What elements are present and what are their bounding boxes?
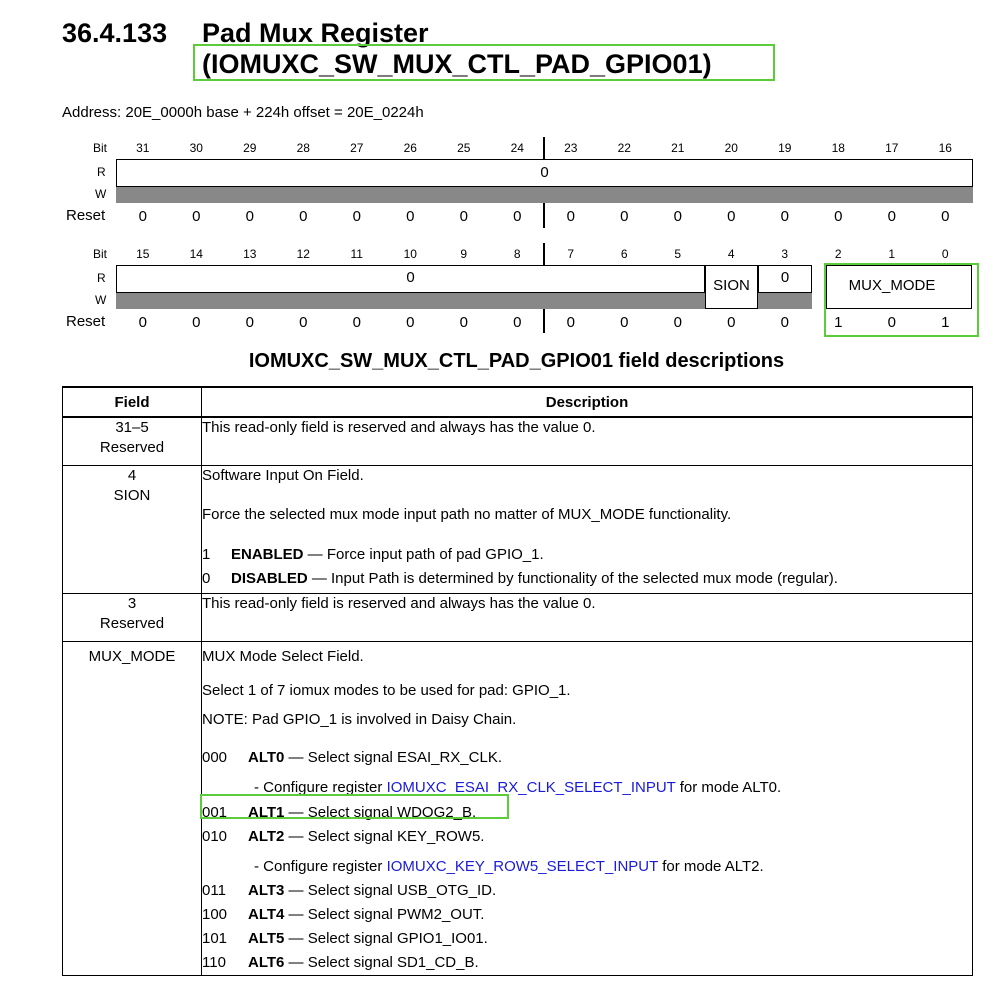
bit-number: 11 bbox=[350, 247, 363, 261]
register-name-title: (IOMUXC_SW_MUX_CTL_PAD_GPIO01) bbox=[202, 49, 712, 79]
option-code: 0 bbox=[202, 569, 211, 587]
table-header-row bbox=[63, 387, 973, 417]
highlight-alt1-box bbox=[200, 794, 509, 819]
mode-text: — Select signal WDOG2_B. bbox=[284, 803, 477, 821]
highlight-title-box bbox=[193, 44, 775, 81]
bit3-value: 0 bbox=[780, 269, 790, 286]
reset-value: 0 bbox=[245, 314, 254, 331]
reset-value: 0 bbox=[245, 208, 254, 225]
key-row5-select-input-link[interactable]: IOMUXC_KEY_ROW5_SELECT_INPUT bbox=[386, 857, 659, 875]
bit-number: 13 bbox=[243, 247, 257, 261]
field-cell bbox=[63, 417, 202, 465]
reset-value: 0 bbox=[406, 314, 415, 331]
mode-alt2 bbox=[202, 825, 972, 849]
reset-value: 0 bbox=[620, 314, 629, 331]
reset-label: Reset bbox=[66, 207, 106, 224]
bit-number: 2 bbox=[834, 247, 842, 261]
option-text: — Input Path is determined by functionality of the selected mux mode (regular). bbox=[307, 569, 838, 587]
table-row bbox=[63, 593, 973, 641]
field-cell bbox=[63, 641, 202, 975]
description-cell bbox=[202, 593, 973, 641]
bit-number: 15 bbox=[136, 247, 150, 261]
reset-value: 0 bbox=[941, 208, 950, 225]
bit-number: 22 bbox=[617, 141, 631, 155]
field-name: Reserved bbox=[99, 614, 165, 632]
description-text: Select 1 of 7 iomux modes to be used for pad: GPIO_1. bbox=[202, 681, 571, 699]
mode-name: ALT6 bbox=[248, 953, 285, 971]
option-name: ENABLED bbox=[231, 545, 304, 563]
field-bits: 31–5 bbox=[115, 419, 149, 436]
mode-name: ALT4 bbox=[248, 905, 285, 923]
read-value-lower: 0 bbox=[406, 269, 415, 286]
option-enabled bbox=[202, 543, 972, 567]
highlight-mux-mode-box bbox=[824, 263, 979, 337]
field-name: MUX_MODE bbox=[88, 647, 176, 665]
table-title: IOMUXC_SW_MUX_CTL_PAD_GPIO01 field descriptions bbox=[248, 350, 785, 372]
mode-alt3 bbox=[202, 879, 972, 903]
table-row bbox=[63, 465, 973, 593]
write-label: W bbox=[95, 293, 107, 307]
reset-value: 0 bbox=[780, 314, 789, 331]
reset-value: 0 bbox=[673, 314, 682, 331]
bit-number: 30 bbox=[189, 141, 203, 155]
bit-number: 19 bbox=[778, 141, 792, 155]
config-post: for mode ALT2. bbox=[658, 857, 764, 875]
field-bits: 4 bbox=[127, 466, 137, 484]
esai-rx-clk-select-input-link[interactable]: IOMUXC_ESAI_RX_CLK_SELECT_INPUT bbox=[386, 778, 676, 796]
field-bits: 3 bbox=[127, 594, 137, 612]
description-cell bbox=[202, 417, 973, 465]
reset-value: 0 bbox=[887, 208, 896, 225]
mode-alt6 bbox=[202, 951, 972, 975]
table-row bbox=[63, 641, 973, 975]
reset-value: 0 bbox=[406, 208, 415, 225]
mode-text: — Select signal SD1_CD_B. bbox=[284, 953, 479, 971]
reset-value: 0 bbox=[192, 314, 201, 331]
mode-name: ALT0 bbox=[248, 748, 285, 766]
config-post: for mode ALT0. bbox=[675, 778, 782, 796]
mode-text: — Select signal PWM2_OUT. bbox=[284, 905, 485, 923]
description-text: This read-only field is reserved and always has the value 0. bbox=[202, 594, 596, 612]
bit-number: 20 bbox=[724, 141, 738, 155]
option-name: DISABLED bbox=[231, 569, 308, 587]
reset-value: 0 bbox=[834, 208, 843, 225]
read-value-upper: 0 bbox=[540, 164, 549, 181]
bit-number: 29 bbox=[243, 141, 257, 155]
mode-text: — Select signal GPIO1_IO01. bbox=[284, 929, 488, 947]
description-text: Software Input On Field. bbox=[202, 466, 364, 484]
reset-value: 0 bbox=[138, 208, 147, 225]
reset-value: 0 bbox=[727, 208, 736, 225]
mux-mode-label: MUX_MODE bbox=[848, 277, 936, 294]
write-bar-upper bbox=[116, 187, 973, 203]
bit-number: 17 bbox=[885, 141, 899, 155]
note-text: NOTE: Pad GPIO_1 is involved in Daisy Chain. bbox=[202, 710, 517, 728]
reset-value: 0 bbox=[727, 314, 736, 331]
sion-label: SION bbox=[713, 277, 750, 294]
mode-name: ALT3 bbox=[248, 881, 285, 899]
bit-number: 27 bbox=[350, 141, 364, 155]
reset-value: 0 bbox=[459, 314, 468, 331]
mode-code: 000 bbox=[202, 748, 228, 766]
reset-value: 0 bbox=[138, 314, 147, 331]
mode-name: ALT2 bbox=[248, 827, 285, 845]
bit-number: 3 bbox=[781, 247, 789, 261]
bit-number: 8 bbox=[513, 247, 521, 261]
register-address: Address: 20E_0000h base + 224h offset = 20E_0224h bbox=[62, 104, 424, 121]
reset-value: 0 bbox=[780, 208, 789, 225]
bit-number: 21 bbox=[671, 141, 685, 155]
mode-text: — Select signal ESAI_RX_CLK. bbox=[284, 748, 502, 766]
divider bbox=[543, 203, 545, 228]
mode-name: ALT1 bbox=[248, 803, 285, 821]
config-pre: - Configure register bbox=[254, 778, 387, 796]
bit-number: 18 bbox=[831, 141, 845, 155]
reset-value: 1 bbox=[941, 314, 950, 331]
mode-alt0 bbox=[202, 748, 972, 768]
bit-number: 6 bbox=[620, 247, 628, 261]
reset-value: 0 bbox=[299, 314, 308, 331]
bit-label: Bit bbox=[93, 247, 108, 261]
bit-number: 0 bbox=[941, 247, 949, 261]
field-header: Field bbox=[63, 387, 202, 417]
mode-code: 110 bbox=[202, 953, 226, 971]
bit-number: 26 bbox=[403, 141, 417, 155]
bit-number: 7 bbox=[567, 247, 575, 261]
description-text: This read-only field is reserved and always has the value 0. bbox=[202, 419, 596, 436]
mode-code: 011 bbox=[202, 881, 226, 899]
bit-number: 31 bbox=[136, 141, 150, 155]
write-bar-lower bbox=[116, 293, 705, 309]
reset-value: 0 bbox=[459, 208, 468, 225]
mode-code: 101 bbox=[202, 929, 228, 947]
field-name: SION bbox=[113, 486, 151, 504]
mode-code: 010 bbox=[202, 827, 228, 845]
write-bar-bit3 bbox=[758, 293, 812, 309]
mode-alt5 bbox=[202, 927, 972, 951]
reset-value: 0 bbox=[352, 314, 361, 331]
field-name: Reserved bbox=[99, 439, 165, 456]
reset-value: 0 bbox=[513, 314, 522, 331]
bit-label: Bit bbox=[93, 141, 108, 155]
mode-text: — Select signal USB_OTG_ID. bbox=[284, 881, 497, 899]
table-row bbox=[63, 417, 973, 465]
reset-label: Reset bbox=[66, 313, 106, 330]
reset-value: 0 bbox=[620, 208, 629, 225]
mode-code: 001 bbox=[202, 803, 228, 821]
field-cell bbox=[63, 593, 202, 641]
read-label: R bbox=[97, 165, 106, 179]
bit-number: 23 bbox=[564, 141, 578, 155]
alt2-config bbox=[202, 855, 972, 879]
reset-value: 0 bbox=[887, 314, 896, 331]
option-text: — Force input path of pad GPIO_1. bbox=[303, 545, 544, 563]
reset-value: 0 bbox=[673, 208, 682, 225]
mode-code: 100 bbox=[202, 905, 228, 923]
divider bbox=[543, 243, 545, 265]
description-cell bbox=[202, 465, 973, 593]
page-title: Pad Mux Register bbox=[202, 18, 429, 48]
reset-value: 0 bbox=[192, 208, 201, 225]
mode-text: — Select signal KEY_ROW5. bbox=[284, 827, 485, 845]
read-label: R bbox=[97, 271, 106, 285]
mode-alt4 bbox=[202, 903, 972, 927]
bit-number: 1 bbox=[888, 247, 896, 261]
write-label: W bbox=[95, 187, 107, 201]
field-descriptions-table bbox=[62, 386, 973, 976]
bit-number: 14 bbox=[189, 247, 203, 261]
reset-value: 1 bbox=[834, 314, 843, 331]
description-header: Description bbox=[202, 387, 973, 417]
bit-number: 5 bbox=[674, 247, 682, 261]
bit-number: 28 bbox=[296, 141, 310, 155]
reset-value: 0 bbox=[352, 208, 361, 225]
option-disabled bbox=[202, 567, 972, 591]
mode-name: ALT5 bbox=[248, 929, 285, 947]
bit-number: 12 bbox=[296, 247, 310, 261]
bit-number: 24 bbox=[510, 141, 524, 155]
bit-number: 10 bbox=[403, 247, 417, 261]
bit-number: 9 bbox=[460, 247, 468, 261]
description-text: MUX Mode Select Field. bbox=[202, 647, 364, 665]
description-text: Force the selected mux mode input path no matter of MUX_MODE functionality. bbox=[202, 505, 732, 523]
field-cell bbox=[63, 465, 202, 593]
divider bbox=[543, 309, 545, 333]
reset-value: 0 bbox=[566, 208, 575, 225]
bit-number: 25 bbox=[457, 141, 471, 155]
bit-number: 16 bbox=[938, 141, 952, 155]
reset-value: 0 bbox=[513, 208, 522, 225]
section-number: 36.4.133 bbox=[62, 18, 168, 48]
bit-number: 4 bbox=[727, 247, 735, 261]
config-pre: - Configure register bbox=[254, 857, 387, 875]
divider bbox=[543, 137, 545, 159]
option-code: 1 bbox=[202, 545, 211, 563]
reset-value: 0 bbox=[299, 208, 308, 225]
reset-value: 0 bbox=[566, 314, 575, 331]
